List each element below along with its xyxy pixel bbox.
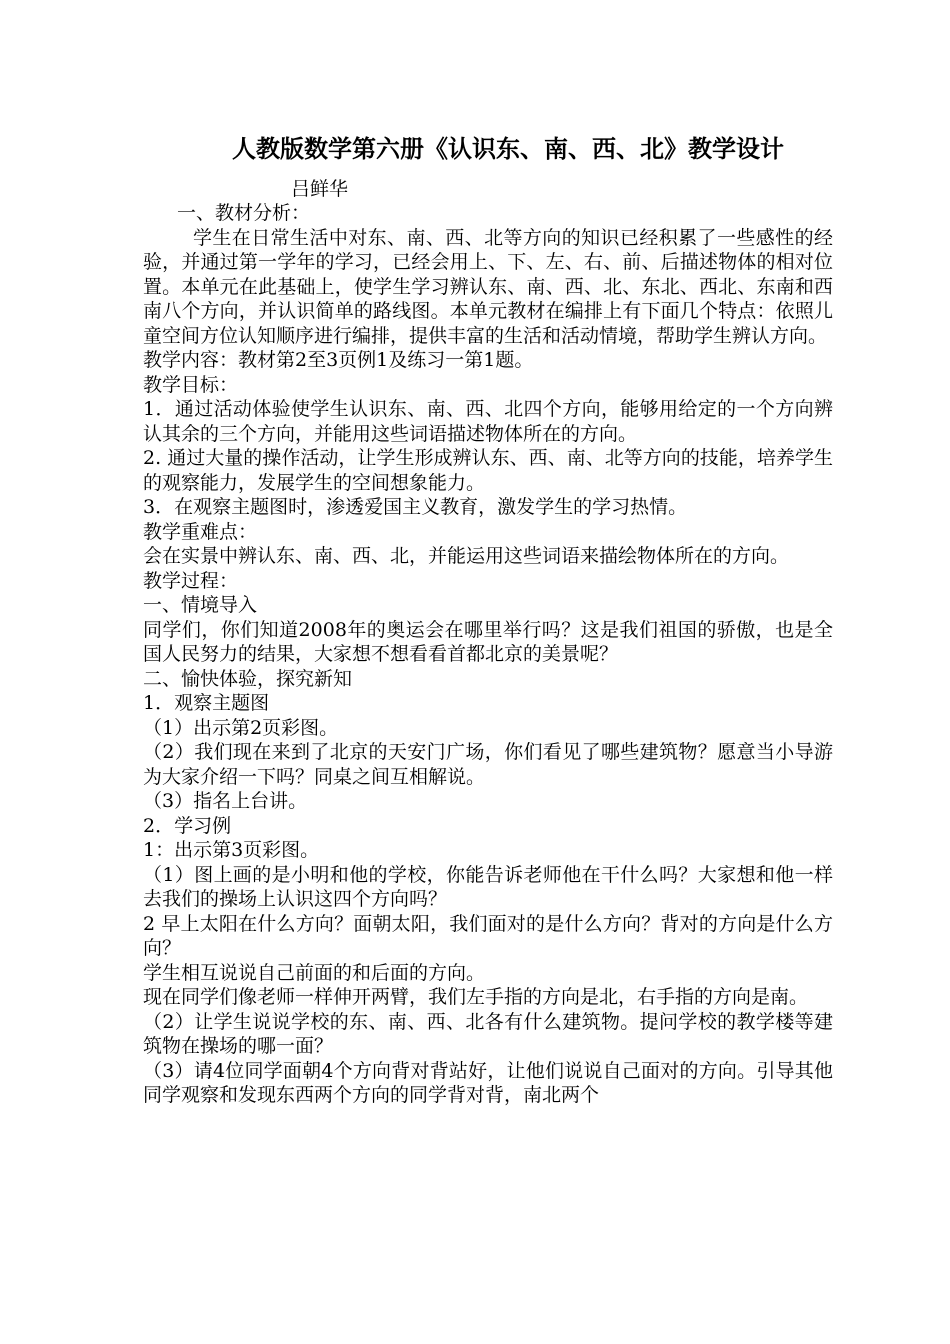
paragraph: （2）让学生说说学校的东、南、西、北各有什么建筑物。提问学校的教学楼等建筑物在操场的哪一面？ — [143, 1010, 833, 1057]
paragraph: （3）指名上台讲。 — [143, 790, 308, 812]
document-title: 人教版数学第六册《认识东、南、西、北》教学设计 — [232, 134, 784, 163]
section-heading: 教学重难点： — [143, 520, 258, 543]
paragraph: 2．学习例 — [143, 814, 232, 837]
paragraph: 1：出示第3页彩图。 — [143, 839, 320, 861]
section-heading: 一、情境导入 — [143, 594, 258, 616]
document-page — [143, 133, 833, 1108]
paragraph: 教学内容：教材第2至3页例1及练习一第1题。 — [143, 349, 534, 371]
paragraph: （1）图上画的是小明和他的学校，你能告诉老师他在干什么吗？大家想和他一样去我们的操场上认识这四个方向吗？ — [143, 863, 833, 910]
paragraph: 同学们，你们知道2008年的奥运会在哪里举行吗？这是我们祖国的骄傲，也是全国人民努力的结果，大家想不想看看首都北京的美景呢？ — [143, 618, 833, 665]
paragraph: 2 早上太阳在什么方向？面朝太阳，我们面对的是什么方向？背对的方向是什么方向？ — [143, 912, 833, 959]
paragraph: （1）出示第2页彩图。 — [143, 716, 339, 739]
section-heading: 一、教材分析： — [177, 202, 311, 224]
section-heading: 二、愉快体验，探究新知 — [143, 667, 353, 690]
paragraph: 3．在观察主题图时，渗透爱国主义教育，激发学生的学习热情。 — [143, 496, 688, 518]
paragraph: 现在同学们像老师一样伸开两臂，我们左手指的方向是北，右手指的方向是南。 — [143, 986, 809, 1008]
paragraph: 会在实景中辨认东、南、西、北，并能运用这些词语来描绘物体所在的方向。 — [143, 545, 790, 567]
paragraph: （2）我们现在来到了北京的天安门广场，你们看见了哪些建筑物？愿意当小导游为大家介绍一下吗？同桌之间互相解说。 — [143, 741, 833, 788]
paragraph: 学生在日常生活中对东、南、西、北等方向的知识已经积累了一些感性的经验，并通过第一学年的学习，已经会用上、下、左、右、前、后描述物体的相对位置。本单元在此基础上，使学生学习辨认东、南、西、北、东北、西北、东南和西南八个方向，并认识简单的路线图。本单元教材在编排上有下面几个特点：依照儿童空间方位认知顺序进行编排，提供丰富的生活和活动情境，帮助学生辨认方向。 — [143, 226, 833, 347]
section-heading: 教学目标： — [143, 373, 239, 396]
author-name: 吕鲜华 — [291, 178, 349, 200]
section-heading: 教学过程： — [143, 569, 239, 592]
paragraph: 1．观察主题图 — [143, 692, 270, 714]
paragraph: 1．通过活动体验使学生认识东、南、西、北四个方向，能够用给定的一个方向辨认其余的三个方向，并能用这些词语描述物体所在的方向。 — [143, 398, 833, 445]
paragraph: 学生相互说说自己前面的和后面的方向。 — [143, 961, 486, 984]
paragraph: 2. 通过大量的操作活动，让学生形成辨认东、西、南、北等方向的技能，培养学生的观察能力，发展学生的空间想象能力。 — [143, 447, 833, 494]
paragraph: （3）请4位同学面朝4个方向背对背站好，让他们说说自己面对的方向。引导其他同学观察和发现东西两个方向的同学背对背，南北两个 — [143, 1059, 833, 1106]
